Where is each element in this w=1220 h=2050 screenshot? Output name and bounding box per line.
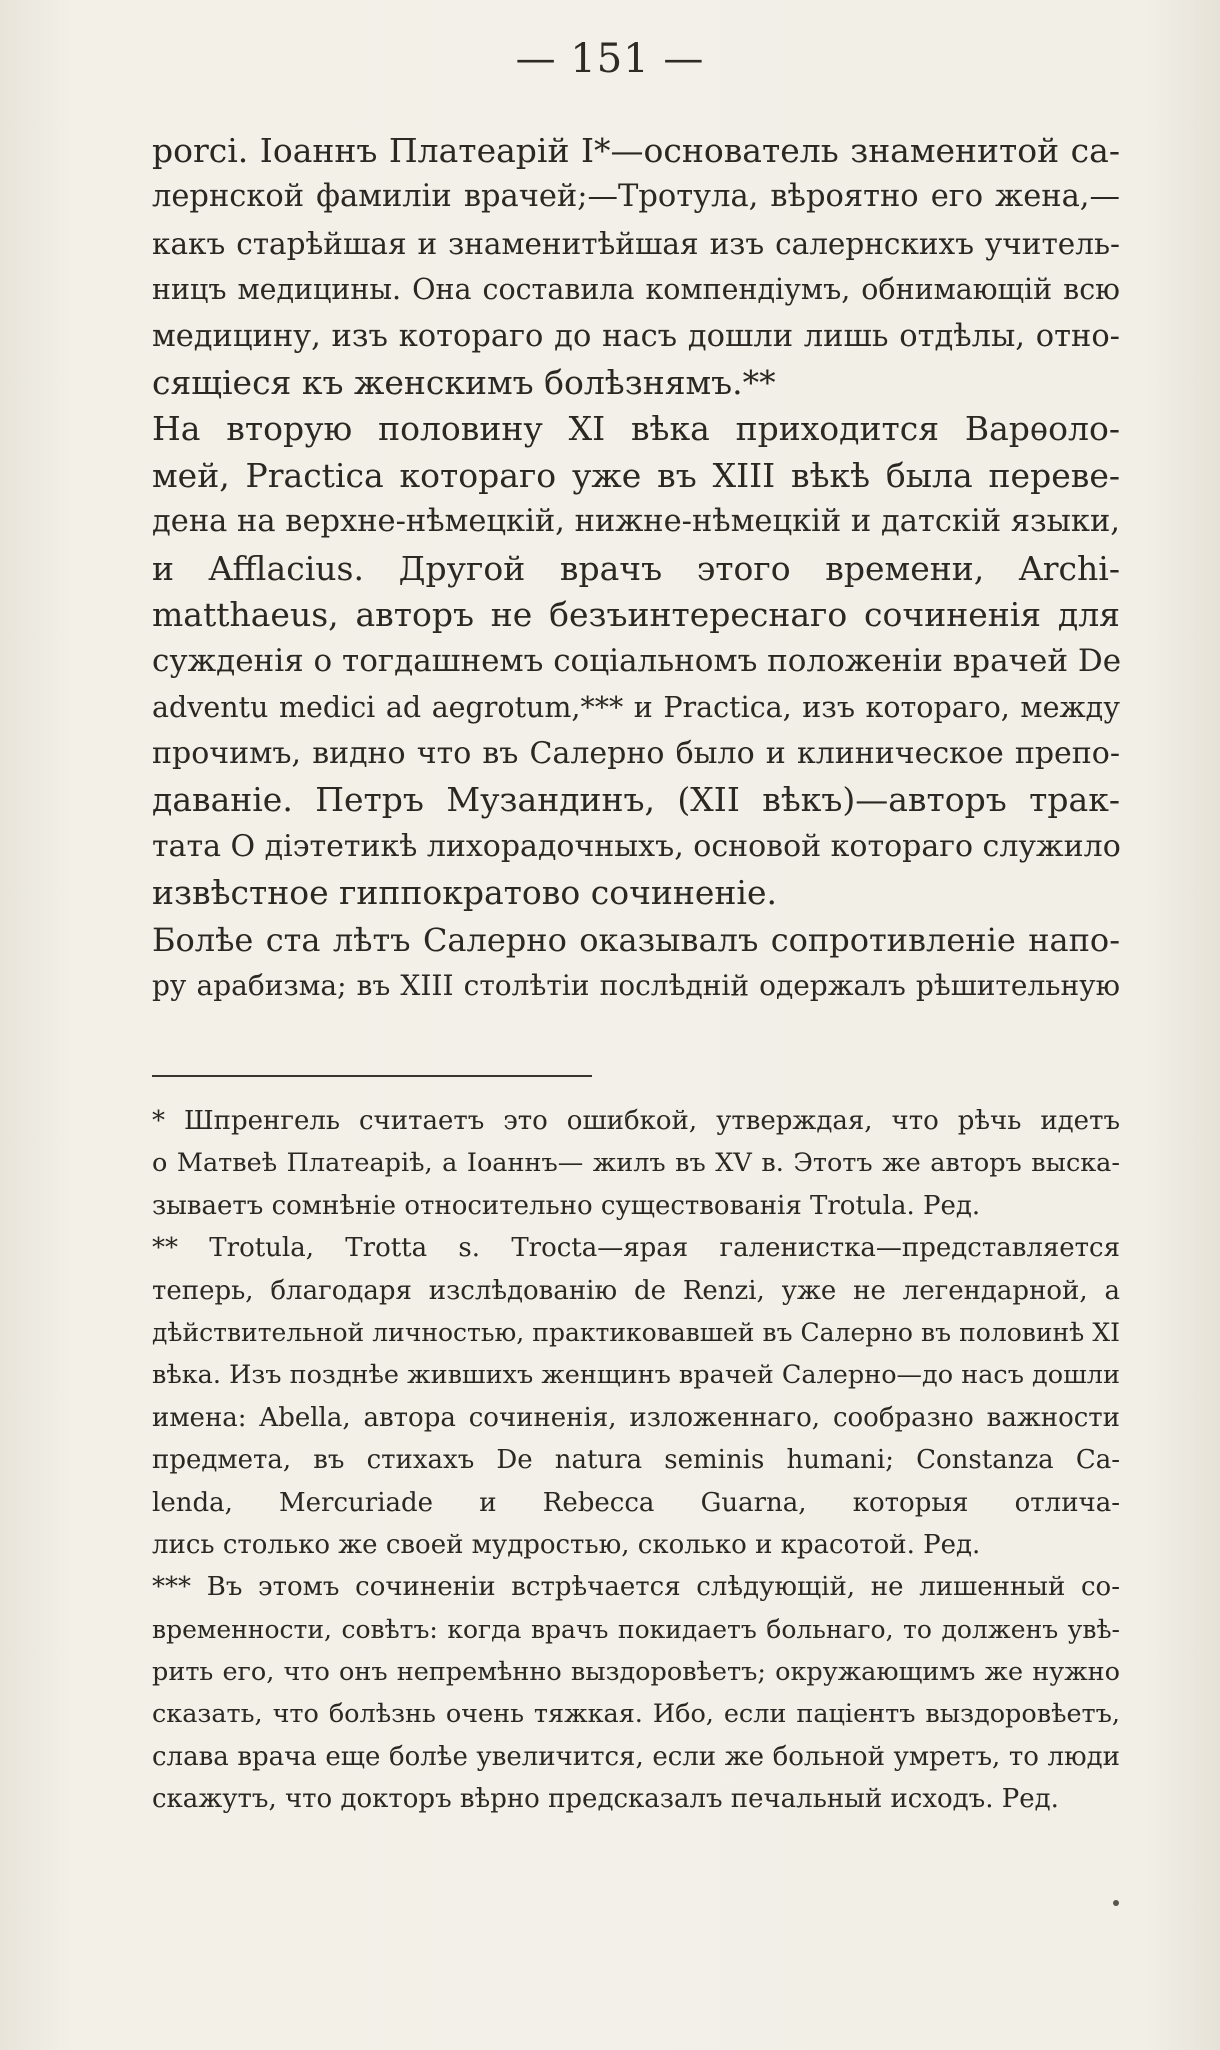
footnote-line: рить его, что онъ непремѣнно выздоровѣетъ; окружающимъ же нужно	[152, 1657, 1120, 1688]
footnote-line: ** Trotula, Trotta s. Trocta—ярая галенистка—представляется	[152, 1233, 1120, 1264]
main-text-line: какъ старѣйшая и знаменитѣйшая изъ салернскихъ учитель-	[152, 226, 1120, 261]
footnote-line: вѣка. Изъ позднѣе жившихъ женщинъ врачей Салерно—до насъ дошли	[152, 1360, 1120, 1391]
footnote-line: lenda, Mercuriade и Rebecca Guarna, которыя отлича-	[152, 1487, 1120, 1518]
footnote-line: временности, совѣтъ: когда врачъ покидаетъ больнаго, то долженъ увѣ-	[152, 1614, 1120, 1644]
ink-speck	[1113, 1900, 1119, 1906]
page-number: — 151 —	[515, 36, 705, 82]
main-text-line: ницъ медицины. Она составила компендіумъ, обнимающій всю	[152, 273, 1120, 307]
main-text-line: лернской фамиліи врачей;—Тротула, вѣроятно его жена,—	[152, 179, 1120, 215]
main-text-line: прочимъ, видно что въ Салерно было и клиническое препо-	[152, 736, 1120, 772]
main-text-line: извѣстное гиппократово сочиненіе.	[152, 873, 777, 913]
main-text-body	[152, 128, 1120, 1009]
main-text-line: и Afflacius. Другой врачъ этого времени, Archi-	[152, 548, 1120, 588]
footnote-line: зываетъ сомнѣніе относительно существованія Trotula. Ред.	[152, 1190, 981, 1221]
main-text-line: тата О діэтетикѣ лихорадочныхъ, основой котораго служило	[152, 828, 1121, 864]
footnote-line: слава врача еще болѣе увеличится, если же больной умретъ, то люди	[152, 1741, 1120, 1772]
main-text-line: На вторую половину XI вѣка приходится Варѳоло-	[152, 409, 1120, 449]
footnote-line: *** Въ этомъ сочиненіи встрѣчается слѣдующій, не лишенный со-	[152, 1572, 1120, 1603]
footnote-line: сказать, что болѣзнь очень тяжкая. Ибо, если паціентъ выздоровѣетъ,	[152, 1699, 1120, 1730]
main-text-line: porci. Іоаннъ Платеарій I*—основатель знаменитой са-	[152, 131, 1120, 170]
main-text-line: сящіеся къ женскимъ болѣзнямъ.**	[152, 362, 776, 402]
footnote-line: имена: Abella, автора сочиненія, изложеннаго, сообразно важности	[152, 1402, 1120, 1433]
footnote-line: предмета, въ стихахъ De natura seminis humani; Constanza Ca-	[152, 1445, 1120, 1476]
footnote-line: * Шпренгель считаетъ это ошибкой, утверждая, что рѣчь идетъ	[152, 1106, 1120, 1136]
main-text-line: мей, Practica котораго уже въ XIII вѣкѣ была переве-	[152, 455, 1120, 495]
footnote-divider	[152, 1075, 592, 1077]
main-text-line: дена на верхне-нѣмецкій, нижне-нѣмецкій и датскій языки,	[152, 504, 1120, 540]
main-text-line: медицину, изъ котораго до насъ дошли лишь отдѣлы, отно-	[152, 318, 1120, 354]
footnotes-block	[152, 1100, 1120, 1821]
footnote-line: лись столько же своей мудростью, сколько и красотой. Ред.	[152, 1529, 981, 1560]
footnote-line: о Матвеѣ Платеаріѣ, а Іоаннъ— жилъ въ XV в. Этотъ же авторъ выска-	[152, 1148, 1120, 1179]
footnote-line: теперь, благодаря изслѣдованію de Renzi, уже не легендарной, а	[152, 1275, 1120, 1306]
main-text-line: ру арабизма; въ XIII столѣтіи послѣдній одержалъ рѣшительную	[152, 969, 1120, 1003]
main-text-line: matthaeus, авторъ не безъинтереснаго сочиненія для	[152, 594, 1120, 634]
main-text-line: Болѣе ста лѣтъ Салерно оказывалъ сопротивленіе напо-	[152, 920, 1120, 959]
main-text-line: adventu medici ad aegrotum,*** и Practica, изъ котораго, между	[152, 690, 1120, 724]
footnote-line: скажутъ, что докторъ вѣрно предсказалъ печальный исходъ. Ред.	[152, 1784, 1059, 1815]
main-text-line: сужденія о тогдашнемъ соціальномъ положеніи врачей De	[152, 643, 1122, 680]
main-text-line: даваніе. Петръ Музандинъ, (XII вѣкъ)—авторъ трак-	[152, 780, 1120, 820]
footnote-line: дѣйствительной личностью, практиковавшей въ Салерно въ половинѣ XI	[152, 1317, 1120, 1347]
